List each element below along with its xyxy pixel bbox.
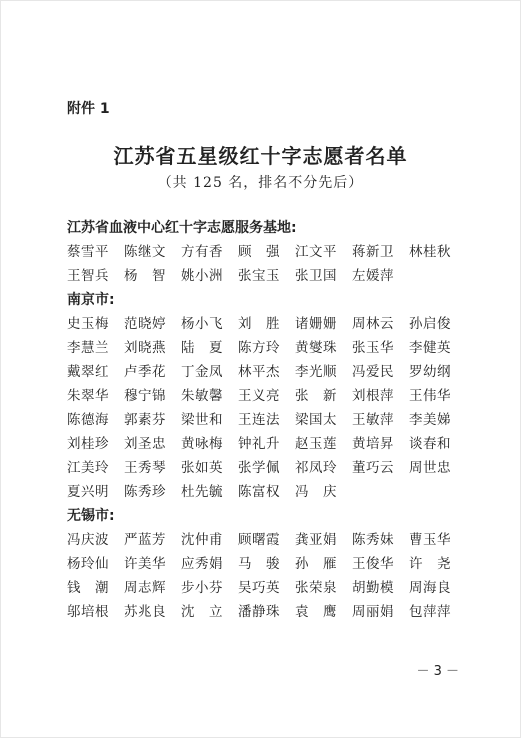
volunteer-name: 张荣泉 xyxy=(295,580,337,596)
volunteer-name: 吴巧英 xyxy=(238,580,280,596)
volunteer-name: 张学佩 xyxy=(238,460,280,476)
volunteer-name: 钱 潮 xyxy=(67,580,109,596)
name-row xyxy=(67,312,467,336)
volunteer-name: 张玉华 xyxy=(352,340,394,356)
volunteer-name: 张如英 xyxy=(181,460,223,476)
volunteer-name: 郭素芬 xyxy=(124,412,166,428)
volunteer-name: 陈继文 xyxy=(124,244,166,260)
volunteer-name: 应秀娟 xyxy=(181,556,223,572)
volunteer-name: 许 尧 xyxy=(409,556,451,572)
volunteer-name: 方有香 xyxy=(181,244,223,260)
volunteer-name: 穆宁锦 xyxy=(124,388,166,404)
volunteer-name: 刘 胜 xyxy=(238,316,280,332)
volunteer-name: 罗幼纲 xyxy=(409,364,451,380)
volunteer-name: 刘晓燕 xyxy=(124,340,166,356)
volunteer-name: 胡勤模 xyxy=(352,580,394,596)
volunteer-name: 顾曙霞 xyxy=(238,532,280,548)
volunteer-name: 梁国太 xyxy=(295,412,337,428)
volunteer-name: 刘根萍 xyxy=(352,388,394,404)
volunteer-name: 王俊华 xyxy=(352,556,394,572)
volunteer-name: 戴翠红 xyxy=(67,364,109,380)
volunteer-name: 冯爱民 xyxy=(352,364,394,380)
volunteer-name: 孙启俊 xyxy=(409,316,451,332)
volunteer-name: 王智兵 xyxy=(67,268,109,284)
volunteer-name: 冯庆波 xyxy=(67,532,109,548)
volunteer-name: 诸姗姗 xyxy=(295,316,337,332)
volunteer-name: 周世忠 xyxy=(409,460,451,476)
volunteer-name: 刘圣忠 xyxy=(124,436,166,452)
volunteer-name: 陈秀珍 xyxy=(124,484,166,500)
volunteer-name: 范晓婷 xyxy=(124,316,166,332)
volunteer-name: 严蓝芳 xyxy=(124,532,166,548)
section-nanjing xyxy=(67,288,467,504)
volunteer-name: 龚亚娟 xyxy=(295,532,337,548)
section-heading: 无锡市: xyxy=(67,508,115,524)
name-row xyxy=(67,480,467,504)
volunteer-name: 步小芬 xyxy=(181,580,223,596)
volunteer-name: 刘桂珍 xyxy=(67,436,109,452)
volunteer-name: 潘静珠 xyxy=(238,604,280,620)
volunteer-name: 钟礼升 xyxy=(238,436,280,452)
volunteer-name: 陈方玲 xyxy=(238,340,280,356)
name-row xyxy=(67,384,467,408)
section-heading: 江苏省血液中心红十字志愿服务基地: xyxy=(67,220,297,236)
volunteer-name: 林平杰 xyxy=(238,364,280,380)
volunteer-name: 周志辉 xyxy=(124,580,166,596)
volunteer-name: 邬培根 xyxy=(67,604,109,620)
volunteer-name: 江文平 xyxy=(295,244,337,260)
volunteer-name: 陈富权 xyxy=(238,484,280,500)
volunteer-name: 卢季花 xyxy=(124,364,166,380)
volunteer-name: 王义亮 xyxy=(238,388,280,404)
name-row xyxy=(67,336,467,360)
volunteer-name: 王连法 xyxy=(238,412,280,428)
volunteer-name: 丁金凤 xyxy=(181,364,223,380)
section-heading: 南京市: xyxy=(67,292,115,308)
volunteer-name: 包萍萍 xyxy=(409,604,451,620)
page-number: － 3 － xyxy=(416,664,459,679)
volunteer-name: 陈秀妹 xyxy=(352,532,394,548)
name-row xyxy=(67,240,467,264)
volunteer-name: 沈 立 xyxy=(181,604,223,620)
volunteer-name: 顾 强 xyxy=(238,244,280,260)
volunteer-name: 江美玲 xyxy=(67,460,109,476)
name-row xyxy=(67,576,467,600)
volunteer-name: 许美华 xyxy=(124,556,166,572)
name-row xyxy=(67,408,467,432)
volunteer-name: 林桂秋 xyxy=(409,244,451,260)
volunteer-name: 王敏萍 xyxy=(352,412,394,428)
volunteer-name: 姚小洲 xyxy=(181,268,223,284)
volunteer-name: 祁凤玲 xyxy=(295,460,337,476)
volunteer-name: 董巧云 xyxy=(352,460,394,476)
volunteer-name: 李慧兰 xyxy=(67,340,109,356)
volunteer-name: 陈德海 xyxy=(67,412,109,428)
volunteer-name: 杨玲仙 xyxy=(67,556,109,572)
volunteer-name: 李健英 xyxy=(409,340,451,356)
volunteer-name: 沈仲甫 xyxy=(181,532,223,548)
volunteer-name: 黄咏梅 xyxy=(181,436,223,452)
section-blood-center xyxy=(67,216,467,288)
volunteer-name: 曹玉华 xyxy=(409,532,451,548)
name-row xyxy=(67,528,467,552)
volunteer-name: 杜先毓 xyxy=(181,484,223,500)
document-subtitle: （共 125 名，排名不分先后） xyxy=(157,175,364,191)
section-wuxi xyxy=(67,504,467,624)
volunteer-name: 周林云 xyxy=(352,316,394,332)
attachment-label: 附件 1 xyxy=(67,101,110,117)
name-row xyxy=(67,360,467,384)
volunteer-name: 黄培昇 xyxy=(352,436,394,452)
volunteer-name: 夏兴明 xyxy=(67,484,109,500)
volunteer-name: 谈春和 xyxy=(409,436,451,452)
volunteer-name: 孙 雁 xyxy=(295,556,337,572)
volunteer-name: 史玉梅 xyxy=(67,316,109,332)
volunteer-name: 王秀琴 xyxy=(124,460,166,476)
volunteer-name: 周丽娟 xyxy=(352,604,394,620)
document-title: 江苏省五星级红十字志愿者名单 xyxy=(113,144,408,168)
volunteer-name: 李光顺 xyxy=(295,364,337,380)
volunteer-name: 张宝玉 xyxy=(238,268,280,284)
volunteer-name: 梁世和 xyxy=(181,412,223,428)
name-row xyxy=(67,600,467,624)
volunteer-name: 张卫国 xyxy=(295,268,337,284)
volunteer-name: 袁 鹰 xyxy=(295,604,337,620)
volunteer-name: 李美娣 xyxy=(409,412,451,428)
volunteer-name: 蔡雪平 xyxy=(67,244,109,260)
name-row xyxy=(67,432,467,456)
volunteer-name: 蒋新卫 xyxy=(352,244,394,260)
volunteer-name: 冯 庆 xyxy=(295,484,337,500)
volunteer-name: 王伟华 xyxy=(409,388,451,404)
name-row xyxy=(67,552,467,576)
volunteer-name: 左媛萍 xyxy=(352,268,394,284)
volunteer-name: 张 新 xyxy=(295,388,337,404)
volunteer-name: 马 骏 xyxy=(238,556,280,572)
volunteer-name: 朱敏馨 xyxy=(181,388,223,404)
name-row xyxy=(67,264,467,288)
volunteer-name: 陆 夏 xyxy=(181,340,223,356)
volunteer-name: 苏兆良 xyxy=(124,604,166,620)
volunteer-name: 朱翠华 xyxy=(67,388,109,404)
volunteer-name: 黄燮珠 xyxy=(295,340,337,356)
volunteer-name: 周海良 xyxy=(409,580,451,596)
name-row xyxy=(67,456,467,480)
volunteer-name: 杨小飞 xyxy=(181,316,223,332)
volunteer-name: 杨 智 xyxy=(124,268,166,284)
volunteer-name: 赵玉莲 xyxy=(295,436,337,452)
